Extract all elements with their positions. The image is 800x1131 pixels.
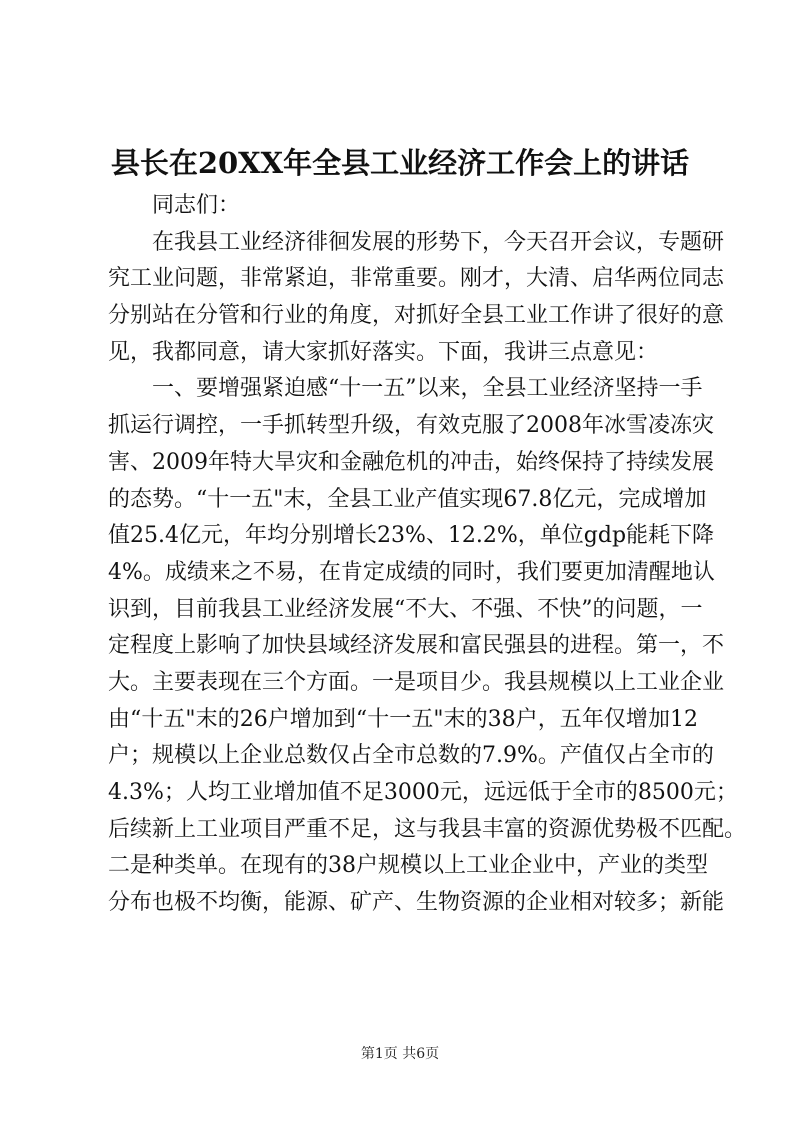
paragraph-line: 一、要增强紧迫感“十一五”以来，全县工业经济坚持一手 <box>152 376 703 402</box>
paragraph-line: 分别站在分管和行业的角度，对抓好全县工业工作讲了很好的意 <box>108 303 725 329</box>
paragraph-line: 分布也极不均衡，能源、矿产、生物资源的企业相对较多；新能 <box>108 890 725 916</box>
paragraph-line: 在我县工业经济徘徊发展的形势下，今天召开会议，专题研 <box>152 229 725 255</box>
paragraph-line: 4%。成绩来之不易，在肯定成绩的同时，我们要更加清醒地认 <box>108 559 715 585</box>
paragraph-line: 后续新上工业项目严重不足，这与我县丰富的资源优势极不匹配。 <box>108 816 747 842</box>
paragraph-line: 值25.4亿元，年均分别增长23%、12.2%，单位gdp能耗下降 <box>108 523 715 549</box>
paragraph-line: 害、2009年特大旱灾和金融危机的冲击，始终保持了持续发展 <box>108 449 714 475</box>
paragraph-line: 识到，目前我县工业经济发展“不大、不强、不快”的问题，一 <box>108 596 703 622</box>
paragraph-line: 究工业问题，非常紧迫，非常重要。刚才，大清、启华两位同志 <box>108 266 725 292</box>
paragraph-line: 4.3%；人均工业增加值不足3000元，远远低于全市的8500元； <box>108 780 738 805</box>
paragraph-line: 定程度上影响了加快县域经济发展和富民强县的进程。第一，不 <box>108 633 725 659</box>
document-body <box>108 188 747 922</box>
paragraph-line: 大。主要表现在三个方面。一是项目少。我县规模以上工业企业 <box>108 669 725 695</box>
paragraph-line: 抓运行调控，一手抓转型升级，有效克服了2008年冰雪凌冻灾 <box>108 413 714 439</box>
paragraph-line: 见，我都同意，请大家抓好落实。下面，我讲三点意见： <box>108 339 659 365</box>
document-title: 县长在20XX年全县工业经济工作会上的讲话 <box>110 146 690 180</box>
page-footer: 第1页 共6页 <box>360 1046 440 1062</box>
paragraph-line: 由“十五"末的26户增加到“十一五"末的38户，五年仅增加12 <box>108 706 698 732</box>
salutation-line: 同志们： <box>152 193 241 218</box>
paragraph-line: 户；规模以上企业总数仅占全市总数的7.9%。产值仅占全市的 <box>108 743 714 769</box>
paragraph-line: 的态势。“十一五"末，全县工业产值实现67.8亿元，完成增加 <box>108 486 707 512</box>
paragraph-line: 二是种类单。在现有的38户规模以上工业企业中，产业的类型 <box>108 853 708 879</box>
